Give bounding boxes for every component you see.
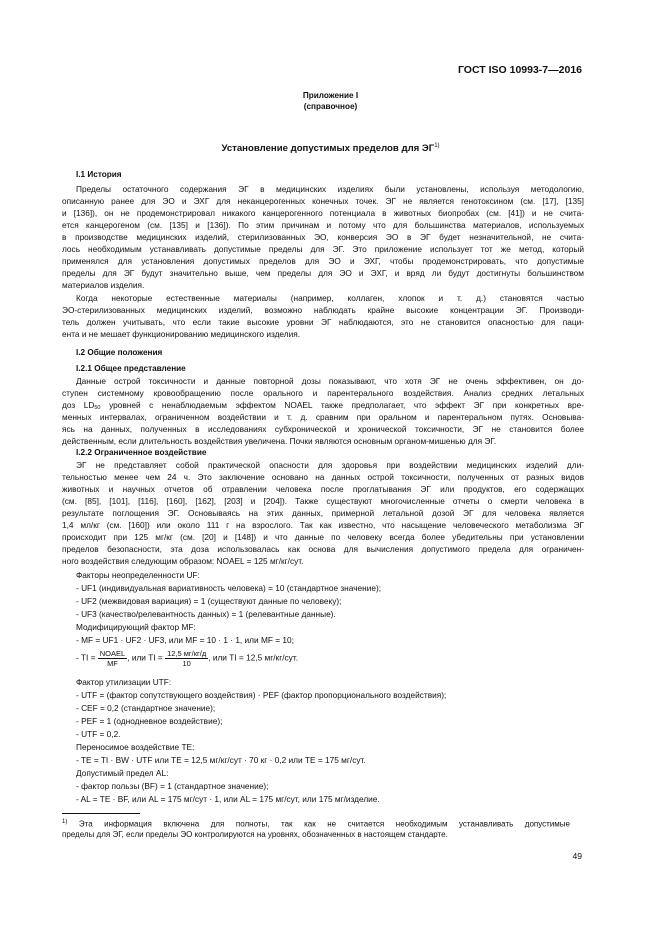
calc-line: - UF3 (качество/релевантность данных) = 1 (релевантные данные). xyxy=(76,609,336,619)
fraction-noael-mf xyxy=(98,649,127,668)
paragraph-line: материалов изделия. xyxy=(62,280,145,290)
heading-history: I.1 История xyxy=(76,170,122,179)
paragraph-line: пределов безопасности, эта доза использовалась как основа для вычисления допустимого предела для ограничен- xyxy=(62,544,584,554)
fraction-denominator: MF xyxy=(107,659,118,668)
calc-line: - UTF = (фактор сопутствующего воздействия) · PEF (фактор пропорционального воздействия); xyxy=(76,690,447,700)
calc-line: Факторы неопределенности UF: xyxy=(76,570,200,580)
fraction-value xyxy=(165,649,208,668)
calc-line: Допустимый предел AL: xyxy=(76,768,169,778)
calc-line: - фактор пользы (BF) = 1 (стандартное значение); xyxy=(76,781,269,791)
paragraph-line: и [136]), он не продемонстрировал никакого канцерогенного потенциала в животных биопробах (см. [41]) и не счита- xyxy=(62,208,584,218)
ti-formula xyxy=(76,649,298,668)
fraction-numerator: 12,5 мг/кг/д xyxy=(167,649,207,658)
formula-lead: - TI = xyxy=(76,652,96,663)
annex-note: (справочное) xyxy=(303,102,358,111)
standard-designation: ГОСТ ISO 10993-7—2016 xyxy=(457,64,582,76)
heading-overview: I.2.1 Общее представление xyxy=(76,364,186,373)
footnote-line: пределы для ЭГ, если пределы ЭО контролируются на уровнях, обозначенных в настоящем стандарте. xyxy=(62,830,448,839)
paragraph-line: в производстве медицинских изделий, стерилизованных ЭО, конверсия ЭО в ЭГ будет незначительной, не счита- xyxy=(62,232,584,242)
paragraph-line: Когда некоторые естественные материалы (например, коллаген, хлопок и т. д.) становятся частью xyxy=(76,293,584,303)
calc-line: - PEF = 1 (однодневное воздействие); xyxy=(76,716,223,726)
heading-general: I.2 Общие положения xyxy=(76,348,163,357)
paragraph-line: (см. [85], [101], [116], [160], [162], [203] и [204]). Также существуют многочисленные отчеты о смерти человека в xyxy=(62,496,584,506)
paragraph-line: Пределы остаточного содержания ЭГ в медицинских изделиях были установлены, используя методологию, xyxy=(76,184,584,194)
calc-line: - CEF = 0,2 (стандартное значение); xyxy=(76,703,216,713)
paragraph-line: результате поглощения ЭГ. Основываясь на этих данных, примерной летальной дозой ЭГ для человека является xyxy=(62,508,584,518)
ld-prefix: доз LD xyxy=(62,400,95,410)
section-title xyxy=(0,143,661,154)
paragraph-line: лось необходимым устанавливать допустимые пределы для ЭГ. Это приложение использует тот же метод, который xyxy=(62,244,584,254)
footnote-line xyxy=(62,817,570,830)
paragraph-line: ента и не мешает функционированию медицинского изделия. xyxy=(62,329,301,339)
calc-line: Фактор утилизации UTF: xyxy=(76,677,172,687)
ld-subscript: 50 xyxy=(94,405,101,411)
paragraph-line: ЭО-стерилизованных медицинских изделий, возможно наблюдать крайне высокие концентрации ЭГ. Производи- xyxy=(62,305,584,315)
paragraph-line: тельностью менее чем 24 ч. Это заключение основано на данных острой токсичности, полученных от разных видов xyxy=(62,472,584,482)
paragraph-line: животных и научных отчетов об отравлении человека после проглатывания ЭГ или продуктов, его содержащих xyxy=(62,484,584,494)
ld-rest: уровней с ненаблюдаемым эффектом NOAEL также предполагает, что эффект ЭГ при конкретных вре- xyxy=(109,400,585,410)
section-title-text: Установление допустимых пределов для ЭГ xyxy=(221,143,435,155)
fraction-denominator: 10 xyxy=(182,659,191,668)
paragraph-line: описанную ранее для ЭО и ЭХГ для неканцерогенных конечных точек. ЭГ не является генотоксином (см. [17], [135] xyxy=(62,196,584,206)
annex-title: Приложение I xyxy=(302,91,359,100)
paragraph-line: ясь на данных, полученных в исследованиях субхронической и хронической токсичности, ЭГ не становится более xyxy=(62,424,584,434)
paragraph-line: ется канцерогеном (см. [135] и [136]). По этим причинам и потому что для большинства материалов, используемых xyxy=(62,220,584,230)
page-number: 49 xyxy=(572,851,582,861)
footnote-text: Эта информация включена для полноты, так как не считается необходимым устанавливать допустимые xyxy=(78,819,570,829)
paragraph-line: действенным, если длительность воздействия увеличена. Почки являются основным органом-мишенью для ЭГ. xyxy=(62,436,497,446)
paragraph-line: ного воздействия следующим образом: NOAEL = 125 мг/кг/сут. xyxy=(62,556,304,566)
footnote-separator xyxy=(62,813,140,814)
paragraph-line: ЭГ не представляет собой практической опасности для здоровья при воздействии медицинских изделий дли- xyxy=(76,460,584,470)
paragraph-line: пределы для ЭГ будут значительно выше, чем пределы для ЭО и ЭХГ, и вряд ли будут достигнуты большинством xyxy=(62,268,584,278)
formula-tail: , или TI = 12,5 мг/кг/сут. xyxy=(208,652,299,663)
calc-line: - UF2 (межвидовая вариация) = 1 (существуют данные по человеку); xyxy=(76,596,342,606)
formula-mid: , или TI = xyxy=(127,652,163,663)
calc-line: - AL = TE · BF, или AL = 175 мг/сут · 1, или AL = 175 мг/сут, или 175 мг/изделие. xyxy=(76,794,380,804)
calc-line: Модифицирующий фактор MF: xyxy=(76,622,196,632)
calc-line: - MF = UF1 · UF2 · UF3, или MF = 10 · 1 · 1, или MF = 10; xyxy=(76,635,294,645)
calc-line: - TE = TI · BW · UTF или TE = 12,5 мг/кг/сут · 70 кг · 0,2 или TE = 175 мг/сут. xyxy=(76,755,366,765)
footnote-mark: 1) xyxy=(62,819,68,825)
paragraph-line: 1,4 мл/кг (см. [160]) или около 111 г на взрослого. Так как известно, что насыщение человеческого метаболизма ЭГ xyxy=(62,520,584,530)
paragraph-line: менных интервалах, ограниченном воздействии и т. д. сравним при оральном и парентеральном путях. Основыва- xyxy=(62,412,584,422)
heading-limited-exposure: I.2.2 Ограниченное воздействие xyxy=(76,448,207,457)
calc-line: - UF1 (индивидуальная вариативность человека) = 10 (стандартное значение); xyxy=(76,583,382,593)
fraction-numerator: NOAEL xyxy=(99,649,126,658)
paragraph-line: ступен системному кровообращению после орального и парентерального воздействия. Анализ средних летальных xyxy=(62,388,584,398)
paragraph-line: Данные острой токсичности и данные повторной дозы показывают, что хотя ЭГ не очень эффективен, он до- xyxy=(76,376,584,386)
paragraph-line: происходит при 125 мг/кг (см. [20] и [148]) и что данные по человеку всегда более убедительны при установлении xyxy=(62,532,584,542)
calc-line: - UTF = 0,2. xyxy=(76,729,121,739)
footnote-ref: 1) xyxy=(434,143,440,149)
paragraph-line: применялся для установления допустимых пределов для ЭО и ЭХГ, чтобы продемонстрировать, что допустимые xyxy=(62,256,584,266)
paragraph-line: тель должен учитывать, что если такие высокие уровни ЭГ наблюдаются, это не становится опасностью для паци- xyxy=(62,317,584,327)
calc-line: Переносимое воздействие TE: xyxy=(76,742,195,752)
